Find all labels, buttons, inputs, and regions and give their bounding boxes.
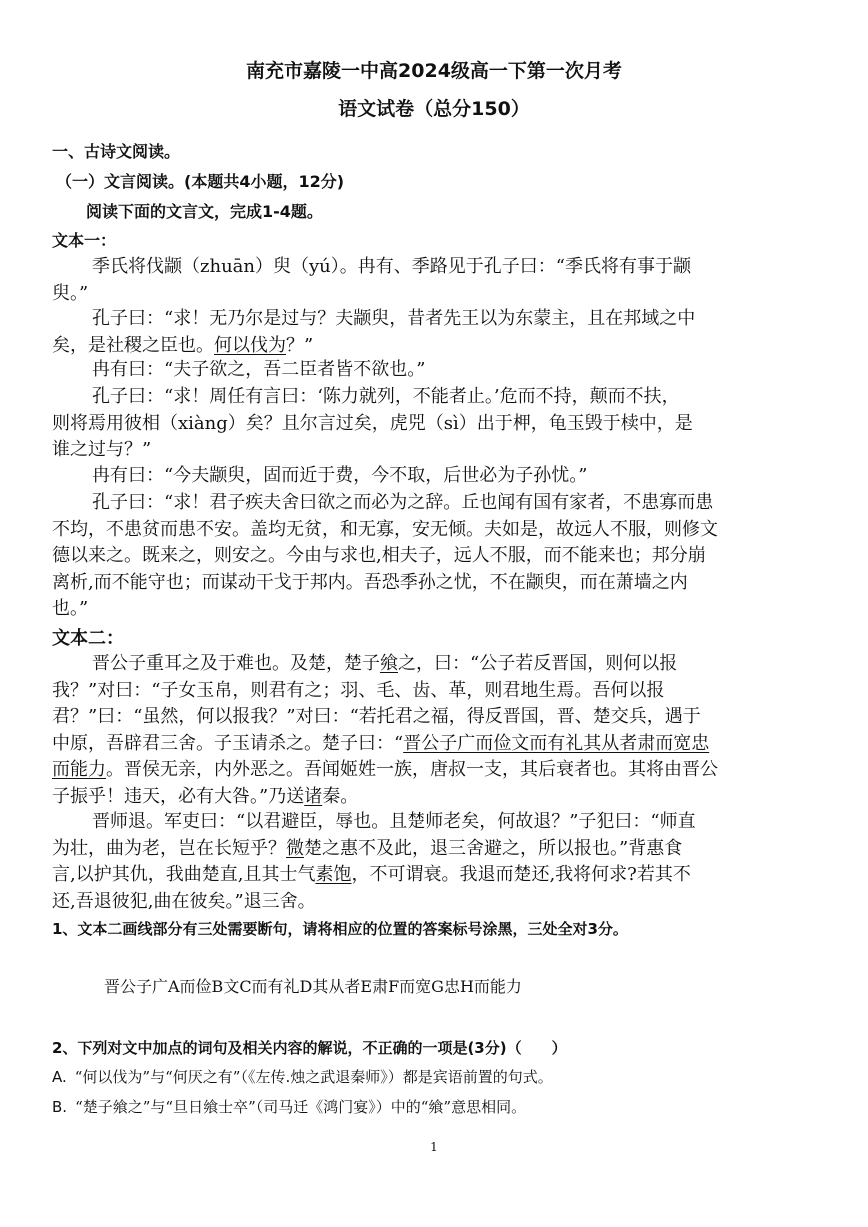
text2-line: 晋公子重耳之及于难也。及楚，楚子飨之，曰：“公子若反晋国，则何以报 xyxy=(92,653,678,674)
underlined-passage: 而能力 xyxy=(52,759,106,780)
text2-line: 晋师退。军吏曰：“以君避臣，辱也。且楚师老矣，何故退？”子犯曰：“师直 xyxy=(92,811,696,832)
text2-label: 文本二： xyxy=(52,628,124,649)
text1-line: 离析,而不能守也；而谋动干戈于邦内。吾恐季孙之忧，不在颛臾，而在萧墙之内 xyxy=(52,572,688,593)
text1-line: 不均，不患贫而患不安。盖均无贫，和无寡，安无倾。夫如是，故远人不服，则修文 xyxy=(52,519,718,540)
text2-line: 我？”对曰：“子女玉帛，则君有之；羽、毛、齿、革，则君地生焉。吾何以报 xyxy=(52,680,665,701)
text1-label: 文本一： xyxy=(52,231,117,250)
underlined-phrase: 何以伐为 xyxy=(214,335,286,356)
section-heading: 一、古诗文阅读。 xyxy=(52,142,181,161)
dotted-word: 诸 xyxy=(304,786,323,807)
text2-line: 子振乎！违天，必有大咎。”乃送诸秦。 xyxy=(52,786,359,807)
text2-line: 言,以护其仇，我曲楚直,且其士气素饱，不可谓衰。我退而楚还,我将何求?若其不 xyxy=(52,864,691,885)
text1-line: 则将焉用彼相（xiàng）矣？且尔言过矣，虎兕（sì）出于柙，龟玉毁于椟中，是 xyxy=(52,413,693,434)
text1-line: 臾。” xyxy=(52,283,89,304)
option-b[interactable]: B. “楚子飨之”与“旦日飨士卒”（司马迁《鸿门宴》）中的“飨”意思相同。 xyxy=(52,1098,527,1116)
page-title: 南充市嘉陵一中高2024级高一下第一次月考 xyxy=(246,60,622,82)
page-subtitle: 语文试卷（总分150） xyxy=(338,98,530,120)
dotted-word: 素饱 xyxy=(315,864,352,885)
text1-line: 季氏将伐颛（zhuān）臾（yú）。冉有、季路见于孔子曰：“季氏将有事于颛 xyxy=(92,256,691,277)
dotted-word: 微 xyxy=(286,838,304,859)
underlined-passage: 晋公子广而俭文而有礼其从者肃而宽忠 xyxy=(403,733,710,754)
text2-line: 为壮，曲为老，岂在长短乎？微楚之惠不及此，退三舍避之，所以报也。”背惠食 xyxy=(52,838,683,859)
question-1-answer-line[interactable]: 晋公子广A而俭B文C而有礼D其从者E肃F而宽G忠H而能力 xyxy=(104,977,522,996)
reading-instruction: 阅读下面的文言文，完成1-4题。 xyxy=(86,202,323,221)
page-number: 1 xyxy=(430,1140,438,1154)
subsection-heading: （一）文言阅读。(本题共4小题，12分) xyxy=(56,172,345,191)
text1-line: 矣，是社稷之臣也。何以伐为？” xyxy=(52,335,314,356)
dotted-word: 飨 xyxy=(380,653,398,674)
text2-line: 还,吾退彼犯,曲在彼矣。”退三舍。 xyxy=(52,891,316,912)
question-1-prompt: 1、文本二画线部分有三处需要断句，请将相应的位置的答案标号涂黑，三处全对3分。 xyxy=(52,920,628,938)
question-2-prompt: 2、下列对文中加点的词句及相关内容的解说，不正确的一项是(3分)（ ） xyxy=(52,1039,567,1057)
text2-line: 君？”曰：“虽然，何以报我？”对曰：“若托君之福，得反晋国，晋、楚交兵，遇于 xyxy=(52,706,701,727)
text1-line: 孔子曰：“求！周任有言曰：‘陈力就列，不能者止。’危而不持，颠而不扶， xyxy=(92,386,680,407)
text2-line: 而能力。晋侯无亲，内外恶之。吾闻姬姓一族，唐叔一支，其后衰者也。其将由晋公 xyxy=(52,759,718,780)
text1-line: 孔子曰：“求！君子疾夫舍曰欲之而必为之辞。丘也闻有国有家者，不患寡而患 xyxy=(92,492,714,513)
text1-line: 谁之过与？” xyxy=(52,439,152,460)
text1-line: 孔子曰：“求！无乃尔是过与？夫颛臾，昔者先王以为东蒙主，且在邦域之中 xyxy=(92,308,696,329)
text1-line: 也。” xyxy=(52,598,89,619)
text2-line: 中原，吾辟君三舍。子玉请杀之。楚子曰：“晋公子广而俭文而有礼其从者肃而宽忠 xyxy=(52,733,710,754)
text1-line: 冉有曰：“夫子欲之，吾二臣者皆不欲也。” xyxy=(92,359,426,380)
option-a[interactable]: A. “何以伐为”与“何厌之有”（《左传.烛之武退秦师》）都是宾语前置的句式。 xyxy=(52,1068,553,1086)
text1-line: 冉有曰：“今夫颛臾，固而近于费，今不取，后世必为子孙忧。” xyxy=(92,465,588,486)
text1-line: 德以来之。既来之，则安之。今由与求也,相夫子，远人不服，而不能来也；邦分崩 xyxy=(52,545,706,566)
